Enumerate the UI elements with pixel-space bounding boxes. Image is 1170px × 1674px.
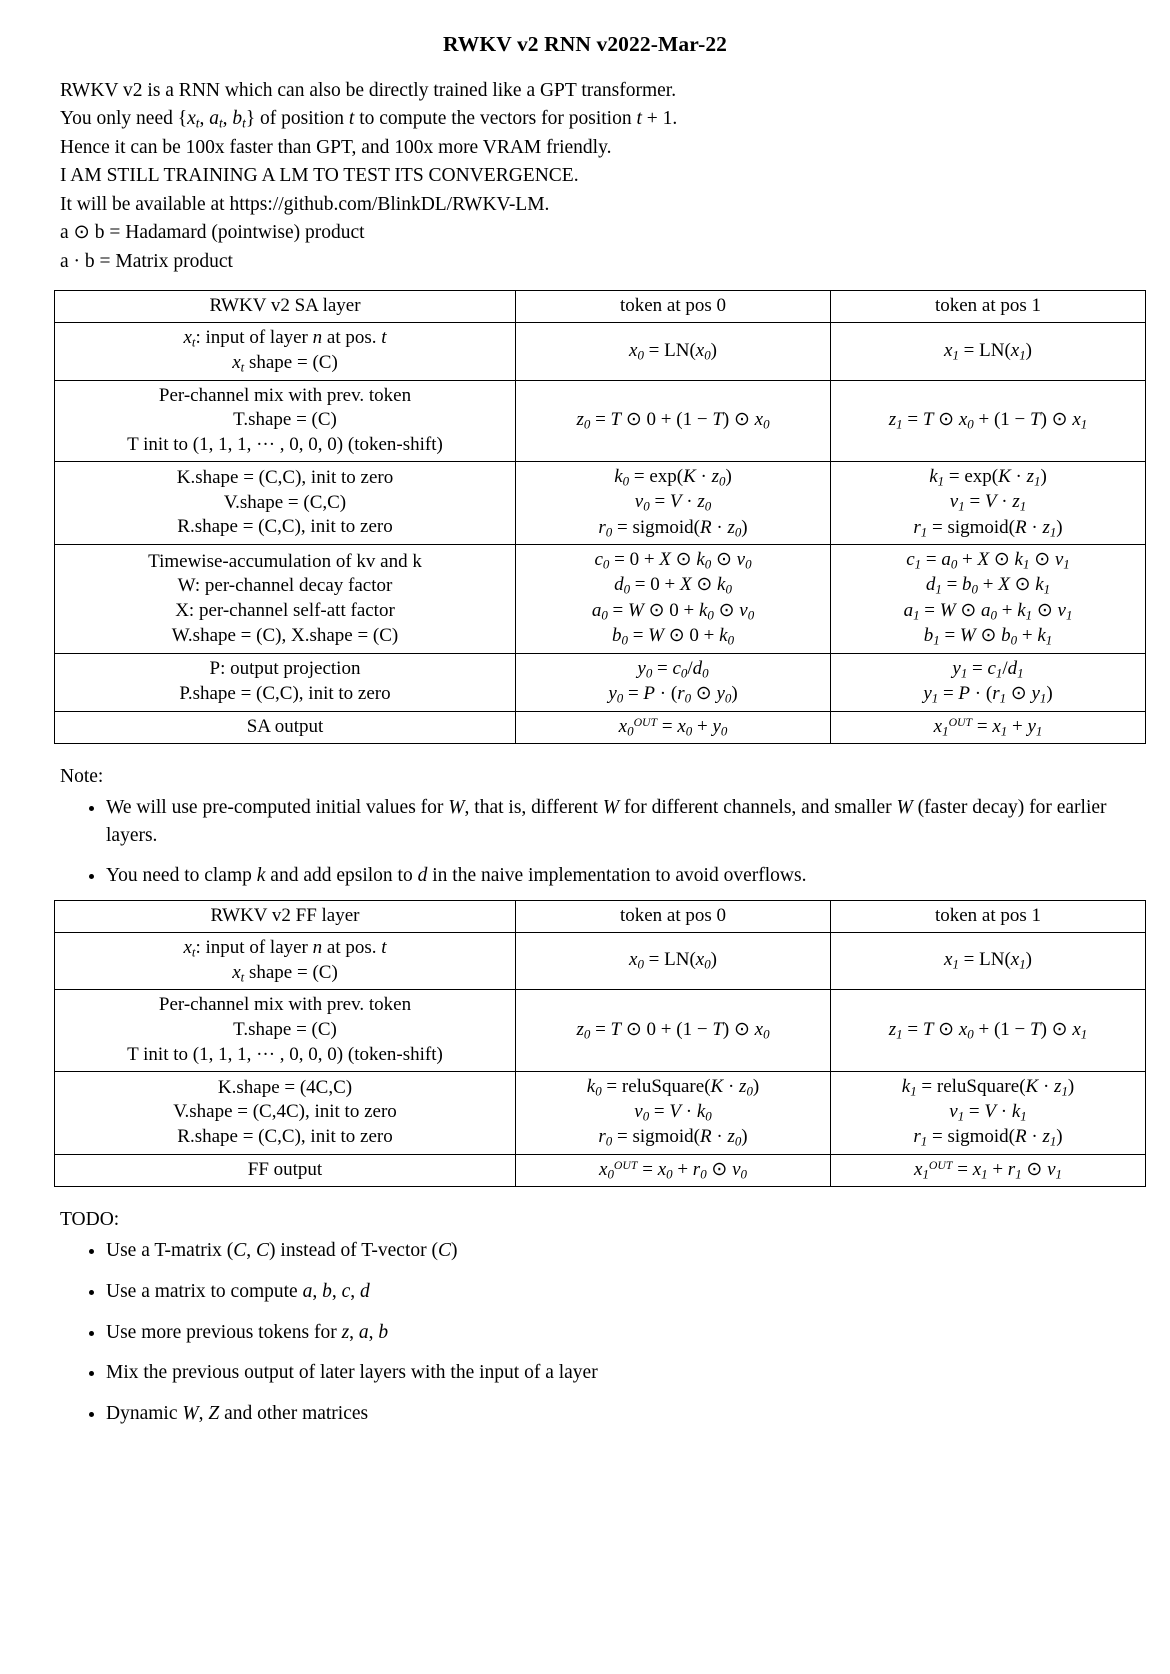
ff-row2-col1: Per-channel mix with prev. token T.shape = (C) T init to (1, 1, 1, ··· , 0, 0, 0) (token-shift) [55,990,516,1071]
table-row [55,1154,1146,1186]
intro-line-2: You only need {$x_t$, $a_t$, $b_t$} of position t to compute the vectors for position t + 1. [60,108,678,132]
table-row [55,380,1146,461]
sa-row4-col1: Timewise-accumulation of kv and k W: per-channel decay factor X: per-channel self-att factor W.shape = (C), X.shape = (C) [55,545,516,654]
sa-output-label: SA output [55,711,516,743]
ff-header-col3: token at pos 1 [831,900,1146,932]
sa-row3-col2: $k_0 = \exp(K \cdot z_0)$ $v_0 = V \cdot z_0$ $r_0$ = sigmoid(R · $z_0$) [516,461,831,544]
table-row [55,461,1146,544]
table-row [55,990,1146,1071]
table-header-row [55,900,1146,932]
sa-row5-col2: $y_0 = c_0/d_0$ $y_0 = P \cdot (r_0$ ⊙ $y_0$) [516,653,831,711]
note-item: • We will use pre-computed initial values for W, that is, different W for different channels, and smaller W (faster decay) for earlier layers. [106,794,1118,849]
sa-row1-col2: $x_0 = LN(x_0)$ [516,322,831,380]
ff-header-col1: RWKV v2 FF layer [55,900,516,932]
sa-header-col2: token at pos 0 [516,291,831,323]
table-row [55,711,1146,743]
intro-line-3: Hence it can be 100x faster than GPT, and 100x more VRAM friendly. [60,136,612,158]
table-header-row [55,291,1146,323]
page-title: RWKV v2 RNN v2022-Mar-22 [442,32,728,56]
table-row [55,653,1146,711]
ff-row1-col1: $x_t$: input of layer n at pos. t $x_t$ shape = (C) [55,932,516,990]
table-row [55,932,1146,990]
ff-output-col2: $x_0^{OUT} = x_0 + r_0$ ⊙ $v_0$ [516,1154,831,1186]
sa-output-col3: $x_1^{OUT} = x_1 + y_1$ [831,711,1146,743]
sa-row4-col2: $c_0 = 0 + X$ ⊙ $k_0$ ⊙ $v_0$ $d_0 = 0 + X$ ⊙ $k_0$ $a_0 = W$ ⊙ $0 + k_0$ ⊙ $v_0$ $b_0 = W$ ⊙ $0 + k_0$ [516,545,831,654]
todo-label: TODO: [60,1209,120,1231]
sa-row2-col2: $z_0 = T$ ⊙ 0 + (1 − T) ⊙ $x_0$ [516,380,831,461]
sa-header-col1: RWKV v2 SA layer [55,291,516,323]
sa-header-col3: token at pos 1 [831,291,1146,323]
note-item: • You need to clamp k and add epsilon to d in the naive implementation to avoid overflows. [106,862,1118,890]
notes-list [52,794,1118,890]
sa-row3-col1: K.shape = (C,C), init to zero V.shape = (C,C) R.shape = (C,C), init to zero [55,461,516,544]
ff-row3-col2: $k_0$ = reluSquare(K · $z_0$) $v_0 = V \cdot k_0$ $r_0$ = sigmoid(R · $z_0$) [516,1071,831,1154]
ff-row1-col3: $x_1 = LN(x_1)$ [831,932,1146,990]
ff-header-col2: token at pos 0 [516,900,831,932]
sa-row5-col3: $y_1 = c_1/d_1$ $y_1 = P \cdot (r_1$ ⊙ $y_1$) [831,653,1146,711]
ff-row3-col1: K.shape = (4C,C) V.shape = (C,4C), init to zero R.shape = (C,C), init to zero [55,1071,516,1154]
note-label: Note: [60,765,104,787]
intro-line-4: I AM STILL TRAINING A LM TO TEST ITS CONVERGENCE. [60,165,579,187]
todo-list [52,1237,1118,1427]
ff-row2-col2: $z_0 = T$ ⊙ 0 + (1 − T) ⊙ $x_0$ [516,990,831,1071]
sa-row1-col1: $x_t$: input of layer n at pos. t $x_t$ shape = (C) [55,322,516,380]
todo-item: • Dynamic W, Z and other matrices [106,1400,1118,1428]
ff-row2-col3: $z_1 = T$ ⊙ $x_0 + (1 - T)$ ⊙ $x_1$ [831,990,1146,1071]
table-row [55,545,1146,654]
intro-line-6: a ⊙ b = Hadamard (pointwise) product [60,222,365,244]
table-row [55,322,1146,380]
ff-layer-table [54,900,1146,1187]
sa-row2-col3: $z_1 = T$ ⊙ $x_0 + (1 - T)$ ⊙ $x_1$ [831,380,1146,461]
ff-output-label: FF output [55,1154,516,1186]
ff-row3-col3: $k_1$ = reluSquare(K · $z_1$) $v_1 = V \cdot k_1$ $r_1$ = sigmoid(R · $z_1$) [831,1071,1146,1154]
intro-line-1: RWKV v2 is a RNN which can also be directly trained like a GPT transformer. [60,80,677,101]
sa-row1-col3: $x_1 = LN(x_1)$ [831,322,1146,380]
sa-row3-col3: $k_1 = \exp(K \cdot z_1)$ $v_1 = V \cdot z_1$ $r_1$ = sigmoid(R · $z_1$) [831,461,1146,544]
sa-row4-col3: $c_1 = a_0 + X$ ⊙ $k_1$ ⊙ $v_1$ $d_1 = b_0 + X$ ⊙ $k_1$ $a_1 = W$ ⊙ $a_0 + k_1$ ⊙ $v_1$ $b_1 = W$ ⊙ $b_0 + k_1$ [831,545,1146,654]
sa-output-col2: $x_0^{OUT} = x_0 + y_0$ [516,711,831,743]
intro-line-5: It will be available at https://github.com/BlinkDL/RWKV-LM. [60,193,550,215]
sa-row2-col1: Per-channel mix with prev. token T.shape = (C) T init to (1, 1, 1, ··· , 0, 0, 0) (token-shift) [55,380,516,461]
todo-item: • Mix the previous output of later layers with the input of a layer [106,1359,1118,1387]
todo-item: • Use a matrix to compute a, b, c, d [106,1278,1118,1306]
intro-line-7: a · b = Matrix product [60,250,233,272]
intro-paragraph [60,77,1118,276]
todo-item: • Use more previous tokens for z, a, b [106,1319,1118,1347]
sa-layer-table [54,290,1146,744]
ff-output-col3: $x_1^{OUT} = x_1 + r_1$ ⊙ $v_1$ [831,1154,1146,1186]
ff-row1-col2: $x_0 = LN(x_0)$ [516,932,831,990]
table-row [55,1071,1146,1154]
sa-row5-col1: P: output projection P.shape = (C,C), init to zero [55,653,516,711]
todo-item: • Use a T-matrix (C, C) instead of T-vector (C) [106,1237,1118,1265]
